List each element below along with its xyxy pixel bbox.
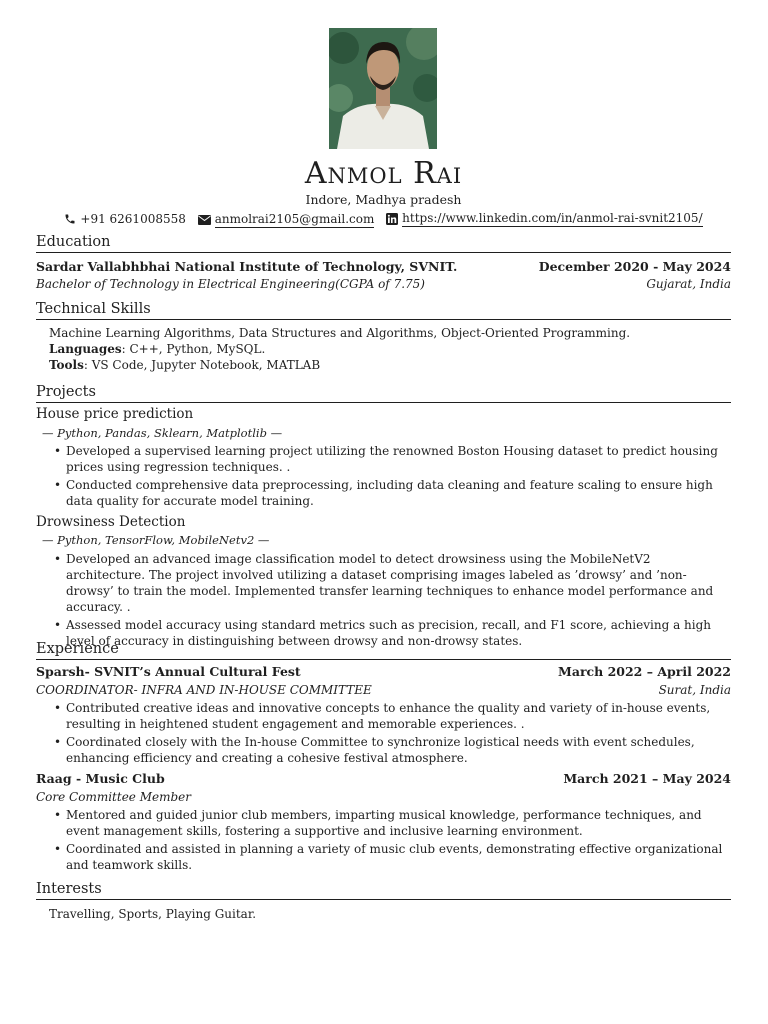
linkedin-icon	[386, 213, 398, 225]
tools-label: Tools	[49, 358, 84, 372]
list-item: • Mentored and guided junior club members, imparting musical knowledge, performance techniques, and event management skills, fostering a supportive and inclusive learning environment.	[50, 807, 731, 839]
project-tech: — Python, Pandas, Sklearn, Matplotlib —	[42, 426, 283, 440]
list-item: • Conducted comprehensive data preprocessing, including data cleaning and feature scaling to ensure high data quality for accurate model training.	[50, 477, 731, 509]
experience-org: Raag - Music Club	[36, 771, 165, 786]
profile-photo	[329, 28, 437, 149]
project-tech: — Python, TensorFlow, MobileNetv2 —	[42, 533, 270, 547]
skills-tools	[49, 357, 320, 373]
phone-contact[interactable]	[64, 211, 186, 227]
experience-bullets	[50, 700, 731, 768]
languages-label: Languages	[49, 342, 122, 356]
linkedin-contact[interactable]	[386, 210, 702, 227]
experience-subrow	[36, 789, 731, 805]
contact-bar	[36, 210, 731, 229]
experience-subrow	[36, 682, 731, 698]
education-row	[36, 259, 731, 275]
experience-role: Core Committee Member	[36, 790, 192, 804]
experience-dates: March 2021 – May 2024	[563, 771, 731, 786]
email-link[interactable]: anmolrai2105@gmail.com	[214, 212, 375, 226]
section-title-interests: Interests	[36, 880, 731, 900]
skills-line: Machine Learning Algorithms, Data Structures and Algorithms, Object-Oriented Programming.	[49, 326, 631, 340]
degree: Bachelor of Technology in Electrical Engineering(CGPA of 7.75)	[36, 277, 425, 291]
education-place: Gujarat, India	[646, 277, 731, 291]
phone-icon	[64, 213, 76, 225]
list-item: • Assessed model accuracy using standard metrics such as precision, recall, and F1 score, achieving a high level of accuracy in distinguishing between drowsy and non-drowsy states.	[50, 617, 731, 649]
languages-value: : C++, Python, MySQL.	[121, 342, 266, 356]
section-title-projects: Projects	[36, 383, 731, 403]
experience-place: Surat, India	[658, 683, 731, 697]
experience-dates: March 2022 – April 2022	[558, 664, 731, 679]
linkedin-link[interactable]: https://www.linkedin.com/in/anmol-rai-svnit2105/	[402, 211, 703, 225]
section-title-skills: Technical Skills	[36, 300, 731, 320]
tools-value: : VS Code, Jupyter Notebook, MATLAB	[83, 358, 321, 372]
list-item: • Coordinated closely with the In-house Committee to synchronize logistical needs with event schedules, enhancing efficiency and creating a cohesive festival atmosphere.	[50, 734, 731, 766]
education-dates: December 2020 - May 2024	[538, 259, 731, 274]
email-contact[interactable]	[198, 211, 375, 228]
list-item: • Developed a supervised learning project utilizing the renowned Boston Housing dataset to predict housing prices using regression techniques. .	[50, 443, 731, 475]
education-subrow	[36, 276, 731, 292]
candidate-name: Anmol Rai	[304, 156, 463, 191]
experience-row	[36, 664, 731, 680]
section-title-experience: Experience	[36, 640, 731, 660]
candidate-location: Indore, Madhya pradesh	[305, 192, 462, 207]
email-icon	[198, 215, 211, 225]
list-item: • Coordinated and assisted in planning a variety of music club events, demonstrating effective organizational and teamwork skills.	[50, 841, 731, 873]
project-bullets	[50, 551, 731, 651]
interests-text: Travelling, Sports, Playing Guitar.	[49, 907, 257, 921]
project-title: House price prediction	[36, 406, 194, 422]
skills-languages	[49, 341, 265, 357]
list-item: • Contributed creative ideas and innovative concepts to enhance the quality and variety of in-house events, resulting in heightened student engagement and memorable experiences. .	[50, 700, 731, 732]
project-title: Drowsiness Detection	[36, 514, 186, 530]
phone-number: +91 6261008558	[80, 211, 186, 226]
school-name: Sardar Vallabhbhai National Institute of Technology, SVNIT.	[36, 259, 458, 274]
experience-org: Sparsh- SVNIT’s Annual Cultural Fest	[36, 664, 301, 679]
experience-bullets	[50, 807, 731, 875]
project-bullets	[50, 443, 731, 511]
experience-role: COORDINATOR- INFRA AND IN-HOUSE COMMITTEE	[36, 683, 372, 697]
experience-row	[36, 771, 731, 787]
section-title-education: Education	[36, 233, 731, 253]
list-item: • Developed an advanced image classification model to detect drowsiness using the MobileNetV2 architecture. The project involved utilizing a dataset comprising images labeled as ’drowsy’ and ’non-drowsy’ to train the model. Implemented transfer learning techniques to enhance model performance and accuracy. .	[50, 551, 731, 615]
